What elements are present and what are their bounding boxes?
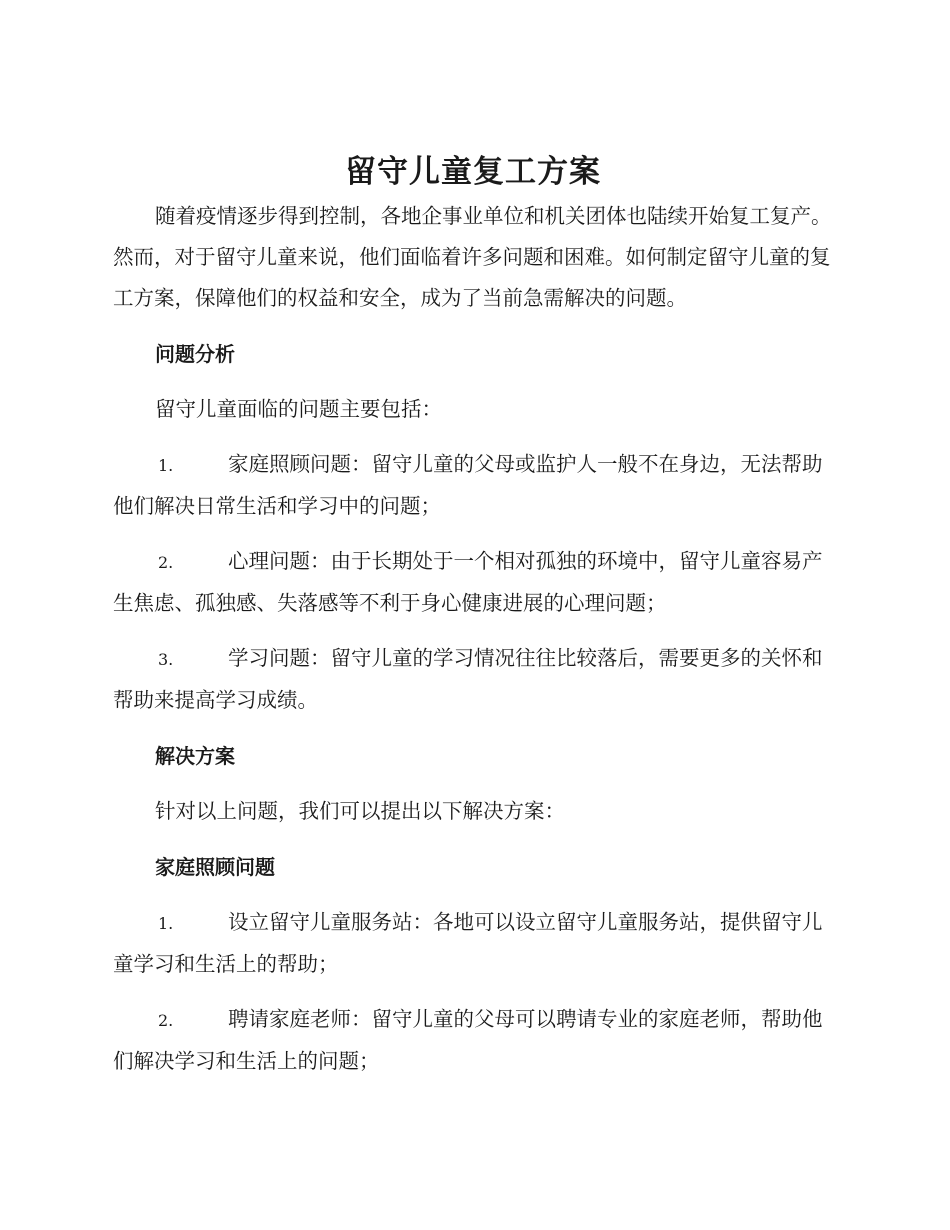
intro-paragraph: 随着疫情逐步得到控制，各地企事业单位和机关团体也陆续开始复工复产。然而，对于留守儿童来说，他们面临着许多问题和困难。如何制定留守儿童的复工方案，保障他们的权益和安全，成为了当前急需解决的问题。 <box>113 204 832 310</box>
list-item-text: 家庭照顾问题：留守儿童的父母或监护人一般不在身边，无法帮助他们解决日常生活和学习中的问题； <box>113 452 823 518</box>
list-item-number: 2. <box>158 553 174 572</box>
list-item <box>113 541 833 624</box>
list-item-text: 心理问题：由于长期处于一个相对孤独的环境中，留守儿童容易产生焦虑、孤独感、失落感等不利于身心健康进展的心理问题； <box>113 549 823 615</box>
list-item <box>113 902 833 985</box>
list-item-number: 1. <box>158 914 174 933</box>
section-heading-solutions: 解决方案 <box>155 744 235 768</box>
list-item <box>113 999 833 1082</box>
section-heading-family-care: 家庭照顾问题 <box>155 855 275 879</box>
list-item-text: 学习问题：留守儿童的学习情况往往比较落后，需要更多的关怀和帮助来提高学习成绩。 <box>113 646 823 712</box>
document-title: 留守儿童复工方案 <box>345 154 601 190</box>
list-item-number: 2. <box>158 1011 174 1030</box>
list-item <box>113 444 833 527</box>
section-lead-problems: 留守儿童面临的问题主要包括： <box>155 397 442 421</box>
section-heading-problem-analysis: 问题分析 <box>155 342 235 366</box>
list-item-number: 1. <box>158 456 174 475</box>
list-item-text: 聘请家庭老师：留守儿童的父母可以聘请专业的家庭老师，帮助他们解决学习和生活上的问题； <box>113 1007 823 1073</box>
list-item-number: 3. <box>158 650 174 669</box>
section-lead-solutions: 针对以上问题，我们可以提出以下解决方案： <box>155 799 565 823</box>
list-item <box>113 638 833 721</box>
list-item-text: 设立留守儿童服务站：各地可以设立留守儿童服务站，提供留守儿童学习和生活上的帮助； <box>113 910 823 976</box>
document-page <box>113 148 833 1082</box>
